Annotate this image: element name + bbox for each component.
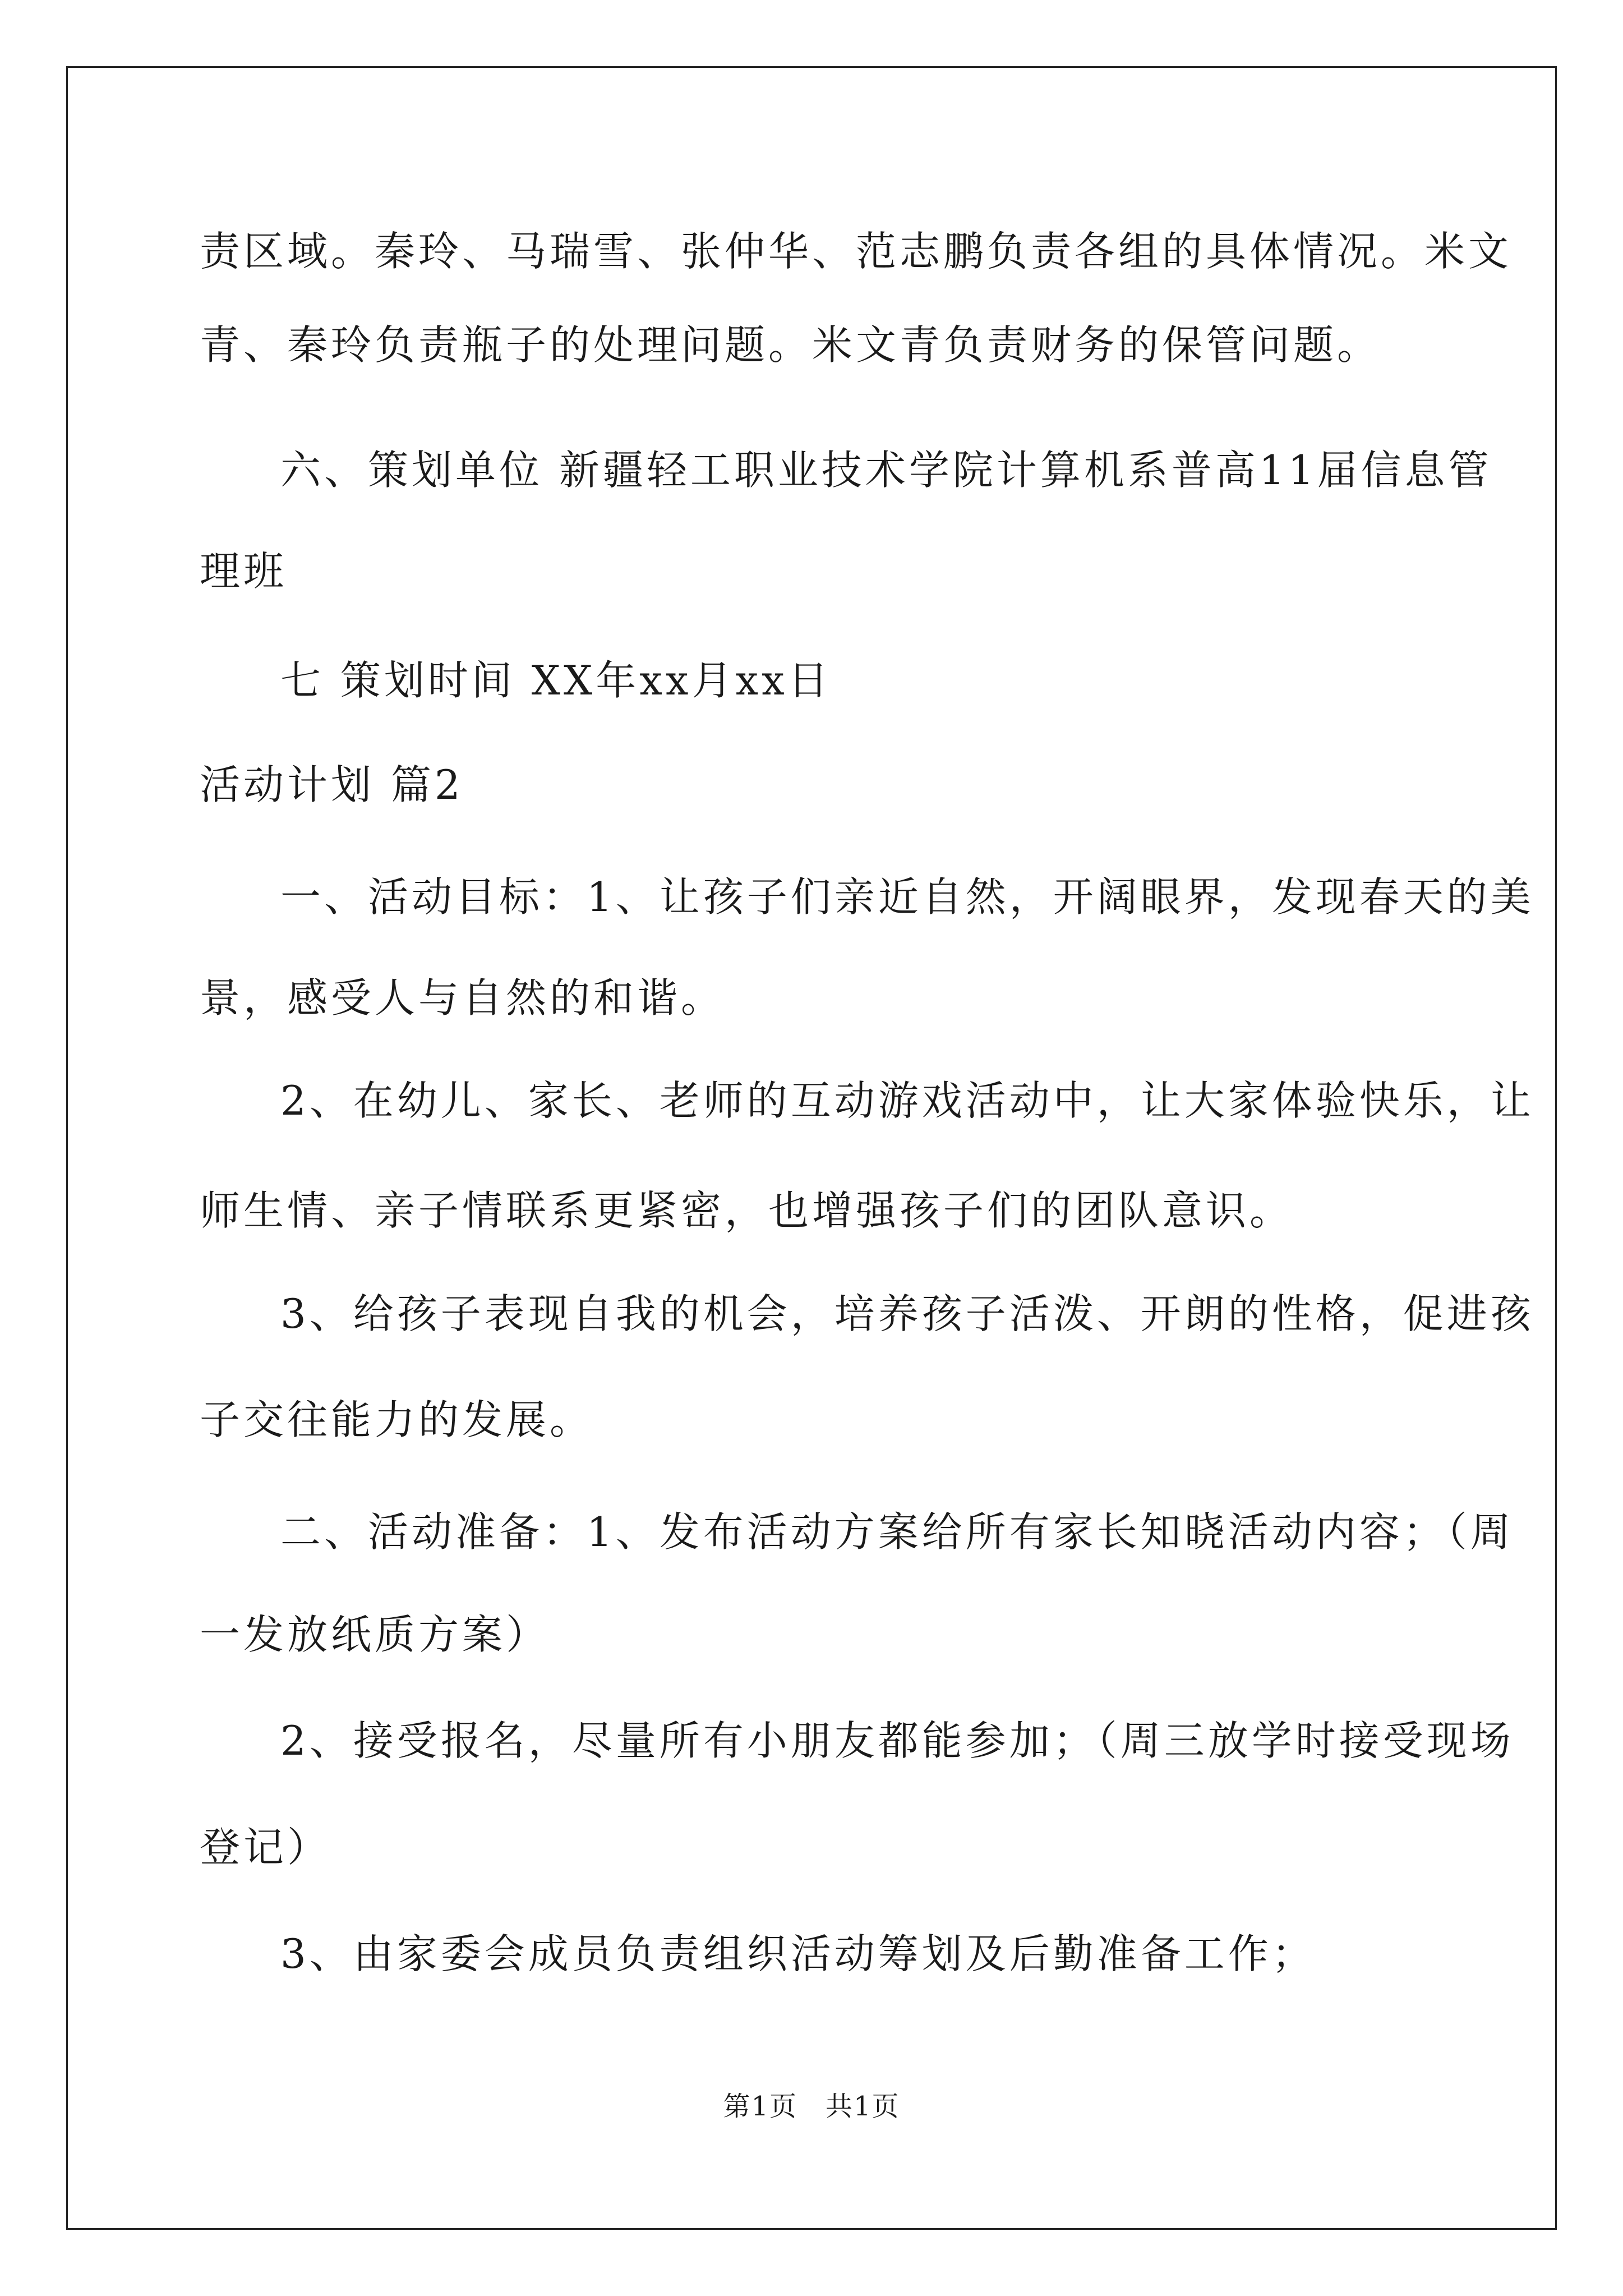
paragraph-first-line: 2、接受报名，尽量所有小朋友都能参加；（周三放学时接受现场 — [280, 1717, 1514, 1764]
paragraph-first-line: 二、活动准备：1、发布活动方案给所有家长知晓活动内容；（周 — [280, 1508, 1514, 1556]
body-line: 师生情、亲子情联系更紧密，也增强孩子们的团队意识。 — [200, 1187, 1294, 1234]
section-heading: 活动计划 篇2 — [200, 761, 464, 808]
paragraph-first-line: 3、给孩子表现自我的机会，培养孩子活泼、开朗的性格，促进孩 — [280, 1290, 1534, 1337]
paragraph-first-line: 一、活动目标：1、让孩子们亲近自然，开阔眼界，发现春天的美 — [280, 873, 1534, 921]
body-line: 理班 — [200, 547, 288, 595]
body-line: 登记） — [200, 1824, 331, 1871]
paragraph-first-line: 七 策划时间 XX年xx月xx日 — [280, 657, 832, 704]
paragraph-first-line: 2、在幼儿、家长、老师的互动游戏活动中，让大家体验快乐，让 — [280, 1077, 1534, 1124]
paragraph-first-line: 六、策划单位 新疆轻工职业技术学院计算机系普高11届信息管 — [280, 447, 1492, 494]
body-line: 景，感受人与自然的和谐。 — [200, 974, 725, 1022]
body-line: 责区域。秦玲、马瑞雪、张仲华、范志鹏负责各组的具体情况。米文 — [200, 228, 1513, 275]
body-line: 子交往能力的发展。 — [200, 1396, 594, 1443]
page-border — [66, 66, 1557, 2230]
body-line: 一发放纸质方案） — [200, 1611, 550, 1658]
body-line: 青、秦玲负责瓶子的处理问题。米文青负责财务的保管问题。 — [200, 321, 1381, 369]
page-number-footer: 第1页 共1页 — [723, 2091, 900, 2122]
paragraph-first-line: 3、由家委会成员负责组织活动筹划及后勤准备工作； — [280, 1930, 1316, 1977]
